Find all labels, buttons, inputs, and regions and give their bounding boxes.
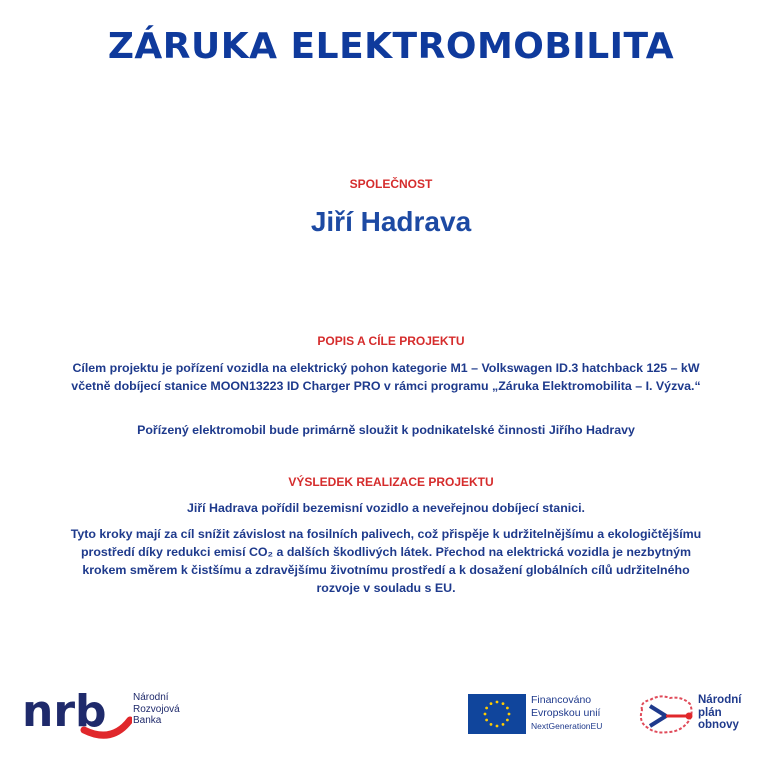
eu-line-1: Financováno bbox=[531, 694, 592, 706]
eu-star-icon bbox=[496, 701, 499, 704]
nrb-name bbox=[133, 692, 180, 727]
eu-funding-text bbox=[531, 694, 602, 733]
description-label: POPIS A CÍLE PROJEKTU bbox=[317, 334, 465, 348]
nrb-line-2: Rozvojová bbox=[133, 703, 180, 715]
eu-star-icon bbox=[485, 719, 488, 722]
npo-logo bbox=[636, 690, 696, 740]
page-title: ZÁRUKA ELEKTROMOBILITA bbox=[107, 26, 675, 67]
npo-line-3: obnovy bbox=[698, 719, 739, 731]
eu-flag-icon bbox=[468, 694, 526, 734]
eu-line-3: NextGenerationEU bbox=[531, 721, 603, 731]
npo-line-2: plán bbox=[698, 706, 722, 719]
eu-star-icon bbox=[490, 723, 493, 726]
description-paragraph-1: Cílem projektu je pořízení vozidla na elektrický pohon kategorie M1 – Volkswagen ID.3 hatchback 125 – kW včetně dobíjecí stanice MOON13223 ID Charger PRO v rámci programu „Záruka Elektromobilita – I. Výzva.“ bbox=[71, 361, 701, 393]
nrb-logo bbox=[22, 682, 132, 742]
result-label: VÝSLEDEK REALIZACE PROJEKTU bbox=[288, 475, 494, 489]
eu-star-icon bbox=[506, 719, 509, 722]
eu-line-2: Evropskou unií bbox=[531, 707, 601, 719]
eu-star-icon bbox=[502, 723, 505, 726]
footer-logos bbox=[0, 672, 782, 763]
company-label: SPOLEČNOST bbox=[349, 177, 433, 191]
company-name: Jiří Hadrava bbox=[310, 206, 472, 237]
eu-star-icon bbox=[485, 707, 488, 710]
eu-star-icon bbox=[490, 702, 493, 705]
nrb-line-1: Národní bbox=[133, 692, 169, 703]
eu-star-icon bbox=[506, 707, 509, 710]
npo-chevron-icon bbox=[650, 706, 666, 726]
description-paragraph-2: Pořízený elektromobil bude primárně sloužit k podnikatelské činnosti Jiřího Hadravy bbox=[137, 423, 635, 437]
eu-star-icon bbox=[508, 713, 511, 716]
npo-line-1: Národní bbox=[698, 694, 742, 706]
result-paragraph-2: Tyto kroky mají za cíl snížit závislost na fosilních palivech, což přispěje k udržitelnějšímu a ekologičtějšímu prostředí díky redukci emisí CO₂ a dalších škodlivých látek. Přechod na elektrická vozidla je nezbytným krokem směrem k čistšímu a zdravějšímu životnímu prostředí a k dosažení globálních cílů udržitelného rozvoje v souladu s EU. bbox=[70, 527, 702, 595]
eu-star-icon bbox=[496, 725, 499, 728]
nrb-wordmark: nrb bbox=[22, 686, 107, 737]
nrb-line-3: Banka bbox=[133, 715, 162, 726]
npo-name bbox=[698, 694, 741, 732]
eu-star-icon bbox=[484, 713, 487, 716]
eu-star-icon bbox=[502, 702, 505, 705]
result-paragraph-1: Jiří Hadrava pořídil bezemisní vozidlo a neveřejnou dobíjecí stanici. bbox=[187, 501, 585, 515]
npo-dot-icon bbox=[686, 713, 693, 720]
